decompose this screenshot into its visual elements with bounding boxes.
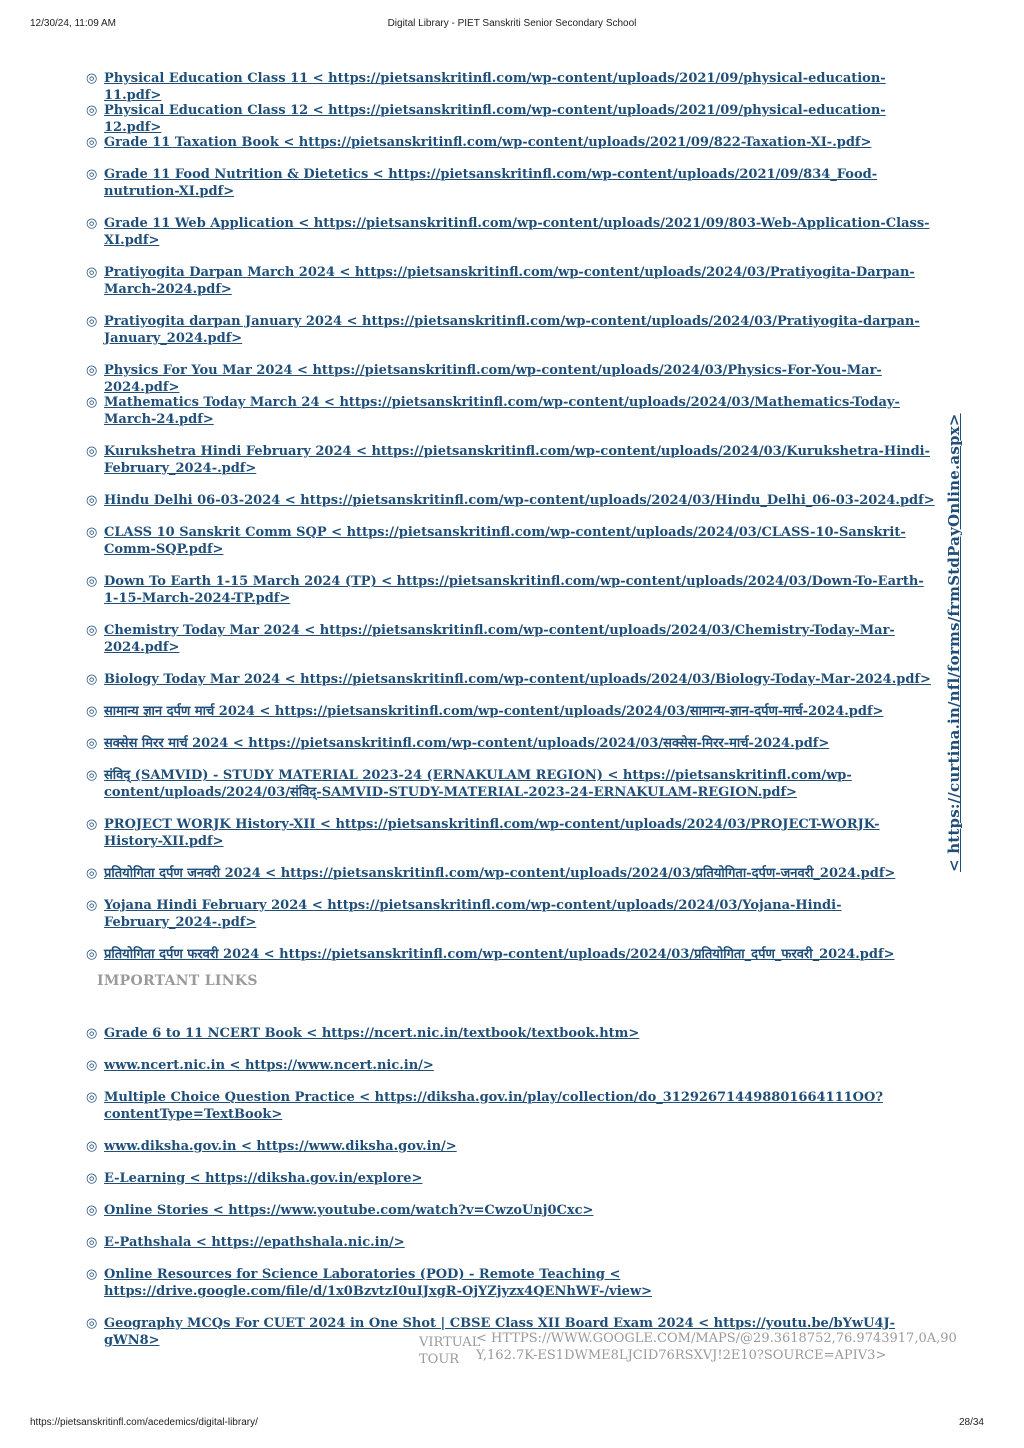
bullet-circle-icon: ◎: [86, 216, 98, 231]
library-link[interactable]: Mathematics Today March 24 < https://pietsanskritinfl.com/wp-content/uploads/2024/03/Mathematics-Today-March-24.pdf>: [104, 395, 900, 427]
library-link[interactable]: Kurukshetra Hindi February 2024 < https://pietsanskritinfl.com/wp-content/uploads/2024/03/Kurukshetra-Hindi-February_2024-.pdf>: [104, 444, 931, 476]
bullet-circle-icon: ◎: [86, 704, 98, 719]
list-item: [86, 102, 936, 136]
list-item: [86, 1057, 936, 1074]
library-link[interactable]: CLASS 10 Sanskrit Comm SQP < https://pietsanskritinfl.com/wp-content/uploads/2024/03/CLASS-10-Sanskrit-Comm-SQP.pdf>: [104, 525, 906, 557]
list-item: [86, 946, 936, 963]
list-item: [86, 313, 936, 347]
important-link[interactable]: E-Learning < https://diksha.gov.in/explore>: [104, 1171, 423, 1186]
print-page-title: Digital Library - PIET Sanskriti Senior Secondary School: [387, 18, 637, 29]
list-item: [86, 816, 936, 850]
library-link[interactable]: Grade 11 Web Application < https://pietsanskritinfl.com/wp-content/uploads/2021/09/803-Web-Application-Class-XI.pdf>: [104, 216, 930, 248]
virtual-tour-label: VIRTUAL TOUR: [419, 1335, 481, 1367]
list-item: [86, 166, 936, 200]
fee-payment-side-link[interactable]: < https://curtina.in/nfl/forms/frmStdPayOnline.aspx>: [945, 413, 963, 872]
important-link[interactable]: Online Resources for Science Laboratories (POD) - Remote Teaching < https://drive.google.com/file/d/1x0BzvtzI0uIJxgR-OjYZjyzx4QENhWF-/view>: [104, 1267, 653, 1299]
bullet-circle-icon: ◎: [86, 1139, 98, 1154]
important-link[interactable]: Online Stories < https://www.youtube.com/watch?v=CwzoUnj0Cxc>: [104, 1203, 594, 1218]
print-header: [0, 18, 1024, 32]
bullet-circle-icon: ◎: [86, 1267, 98, 1282]
list-item: [86, 1025, 936, 1042]
important-link[interactable]: Geography MCQs For CUET 2024 in One Shot | CBSE Class XII Board Exam 2024 < https://youtu.be/bYwU4J-gWN8>: [104, 1316, 896, 1348]
list-item: [86, 70, 936, 104]
bullet-circle-icon: ◎: [86, 395, 98, 410]
list-item: [86, 1266, 936, 1300]
bullet-circle-icon: ◎: [86, 866, 98, 881]
library-link[interactable]: Physical Education Class 12 < https://pietsanskritinfl.com/wp-content/uploads/2021/09/physical-education-12.pdf>: [104, 103, 886, 135]
list-item: [86, 362, 936, 396]
bullet-circle-icon: ◎: [86, 1235, 98, 1250]
fee-payment-side-link-container: [943, 413, 965, 872]
print-datetime: 12/30/24, 11:09 AM: [30, 18, 116, 29]
important-link[interactable]: E-Pathshala < https://epathshala.nic.in/>: [104, 1235, 405, 1250]
list-item: [86, 735, 936, 752]
bullet-circle-icon: ◎: [86, 817, 98, 832]
bullet-circle-icon: ◎: [86, 1203, 98, 1218]
bullet-circle-icon: ◎: [86, 135, 98, 150]
library-link[interactable]: Biology Today Mar 2024 < https://pietsanskritinfl.com/wp-content/uploads/2024/03/Biology-Today-Mar-2024.pdf>: [104, 672, 931, 687]
list-item: [86, 1138, 936, 1155]
bullet-circle-icon: ◎: [86, 103, 98, 118]
list-item: [86, 897, 936, 931]
bullet-circle-icon: ◎: [86, 1171, 98, 1186]
library-link[interactable]: Pratiyogita Darpan March 2024 < https://pietsanskritinfl.com/wp-content/uploads/2024/03/Pratiyogita-Darpan-March-2024.pdf>: [104, 265, 915, 297]
list-item: [86, 1234, 936, 1251]
list-item: [86, 492, 936, 509]
list-item: [86, 1170, 936, 1187]
library-link[interactable]: Chemistry Today Mar 2024 < https://pietsanskritinfl.com/wp-content/uploads/2024/03/Chemistry-Today-Mar-2024.pdf>: [104, 623, 895, 655]
list-item: [86, 703, 936, 720]
list-item: [86, 524, 936, 558]
bullet-circle-icon: ◎: [86, 1090, 98, 1105]
bullet-circle-icon: ◎: [86, 71, 98, 86]
list-item: [86, 671, 936, 688]
list-item: [86, 215, 936, 249]
bullet-circle-icon: ◎: [86, 363, 98, 378]
bullet-circle-icon: ◎: [86, 314, 98, 329]
list-item: [86, 865, 936, 882]
important-links-heading: IMPORTANT LINKS: [97, 973, 258, 989]
bullet-circle-icon: ◎: [86, 265, 98, 280]
bullet-circle-icon: ◎: [86, 623, 98, 638]
list-item: [86, 264, 936, 298]
list-item: [86, 573, 936, 607]
bullet-circle-icon: ◎: [86, 736, 98, 751]
print-footer: [0, 1417, 1024, 1431]
virtual-tour-map-link[interactable]: < HTTPS://WWW.GOOGLE.COM/MAPS/@29.3618752,76.9743917,0A,90Y,162.7K-ES1DWME8LJCID76RSXVJ!2E10?SOURCE=APIV3>: [476, 1331, 957, 1363]
list-item: [86, 767, 936, 801]
important-link[interactable]: www.diksha.gov.in < https://www.diksha.gov.in/>: [104, 1139, 457, 1154]
print-page-number: 28/34: [958, 1417, 984, 1428]
bullet-circle-icon: ◎: [86, 672, 98, 687]
library-link[interactable]: प्रतियोगिता दर्पण जनवरी 2024 < https://pietsanskritinfl.com/wp-content/uploads/2024/03/प्रतियोगिता-दर्पण-जनवरी_2024.pdf>: [104, 866, 896, 881]
print-page-url: https://pietsanskritinfl.com/acedemics/digital-library/: [30, 1417, 258, 1428]
bullet-circle-icon: ◎: [86, 493, 98, 508]
bullet-circle-icon: ◎: [86, 947, 98, 962]
library-link[interactable]: Physical Education Class 11 < https://pietsanskritinfl.com/wp-content/uploads/2021/09/physical-education-11.pdf>: [104, 71, 886, 103]
library-link[interactable]: प्रतियोगिता दर्पण फरवरी 2024 < https://pietsanskritinfl.com/wp-content/uploads/2024/03/प्रतियोगिता_दर्पण_फरवरी_2024.pdf>: [104, 947, 895, 962]
bullet-circle-icon: ◎: [86, 1058, 98, 1073]
library-link[interactable]: Grade 11 Taxation Book < https://pietsanskritinfl.com/wp-content/uploads/2021/09/822-Taxation-XI-.pdf>: [104, 135, 872, 150]
list-item: [86, 1089, 936, 1123]
bullet-circle-icon: ◎: [86, 167, 98, 182]
library-link[interactable]: Hindu Delhi 06-03-2024 < https://pietsanskritinfl.com/wp-content/uploads/2024/03/Hindu_Delhi_06-03-2024.pdf>: [104, 493, 935, 508]
important-link[interactable]: www.ncert.nic.in < https://www.ncert.nic.in/>: [104, 1058, 434, 1073]
bullet-circle-icon: ◎: [86, 444, 98, 459]
bullet-circle-icon: ◎: [86, 574, 98, 589]
library-link[interactable]: संविद् (SAMVID) - STUDY MATERIAL 2023-24 (ERNAKULAM REGION) < https://pietsanskritinfl.com/wp-content/uploads/2024/03/संविद्-SAMVID-STUDY-MATERIAL-2023-24-ERNAKULAM-REGION.pdf>: [104, 768, 852, 800]
bullet-circle-icon: ◎: [86, 525, 98, 540]
bullet-circle-icon: ◎: [86, 1316, 98, 1331]
library-link[interactable]: सामान्य ज्ञान दर्पण मार्च 2024 < https://pietsanskritinfl.com/wp-content/uploads/2024/03/सामान्य-ज्ञान-दर्पण-मार्च-2024.pdf>: [104, 704, 884, 719]
library-link[interactable]: Physics For You Mar 2024 < https://pietsanskritinfl.com/wp-content/uploads/2024/03/Physics-For-You-Mar-2024.pdf>: [104, 363, 882, 395]
library-link[interactable]: Yojana Hindi February 2024 < https://pietsanskritinfl.com/wp-content/uploads/2024/03/Yojana-Hindi-February_2024-.pdf>: [104, 898, 842, 930]
bullet-circle-icon: ◎: [86, 898, 98, 913]
library-link[interactable]: PROJECT WORJK History-XII < https://pietsanskritinfl.com/wp-content/uploads/2024/03/PROJECT-WORJK-History-XII.pdf>: [104, 817, 880, 849]
library-link[interactable]: Down To Earth 1-15 March 2024 (TP) < https://pietsanskritinfl.com/wp-content/uploads/2024/03/Down-To-Earth-1-15-March-2024-TP.pdf>: [104, 574, 924, 606]
bullet-circle-icon: ◎: [86, 768, 98, 783]
list-item: [86, 394, 936, 428]
important-link[interactable]: Grade 6 to 11 NCERT Book < https://ncert.nic.in/textbook/textbook.htm>: [104, 1026, 640, 1041]
list-item: [86, 134, 936, 151]
list-item: [86, 443, 936, 477]
important-link[interactable]: Multiple Choice Question Practice < https://diksha.gov.in/play/collection/do_312926714498801664111OO?contentType=TextBook>: [104, 1090, 883, 1122]
list-item: [86, 1202, 936, 1219]
library-link[interactable]: Grade 11 Food Nutrition & Dietetics < https://pietsanskritinfl.com/wp-content/uploads/2021/09/834_Food-nutrution-XI.pdf>: [104, 167, 878, 199]
list-item: [86, 622, 936, 656]
library-link[interactable]: Pratiyogita darpan January 2024 < https://pietsanskritinfl.com/wp-content/uploads/2024/03/Pratiyogita-darpan-January_2024.pdf>: [104, 314, 920, 346]
bullet-circle-icon: ◎: [86, 1026, 98, 1041]
library-link[interactable]: सक्सेस मिरर मार्च 2024 < https://pietsanskritinfl.com/wp-content/uploads/2024/03/सक्सेस-मिरर-मार्च-2024.pdf>: [104, 736, 830, 751]
